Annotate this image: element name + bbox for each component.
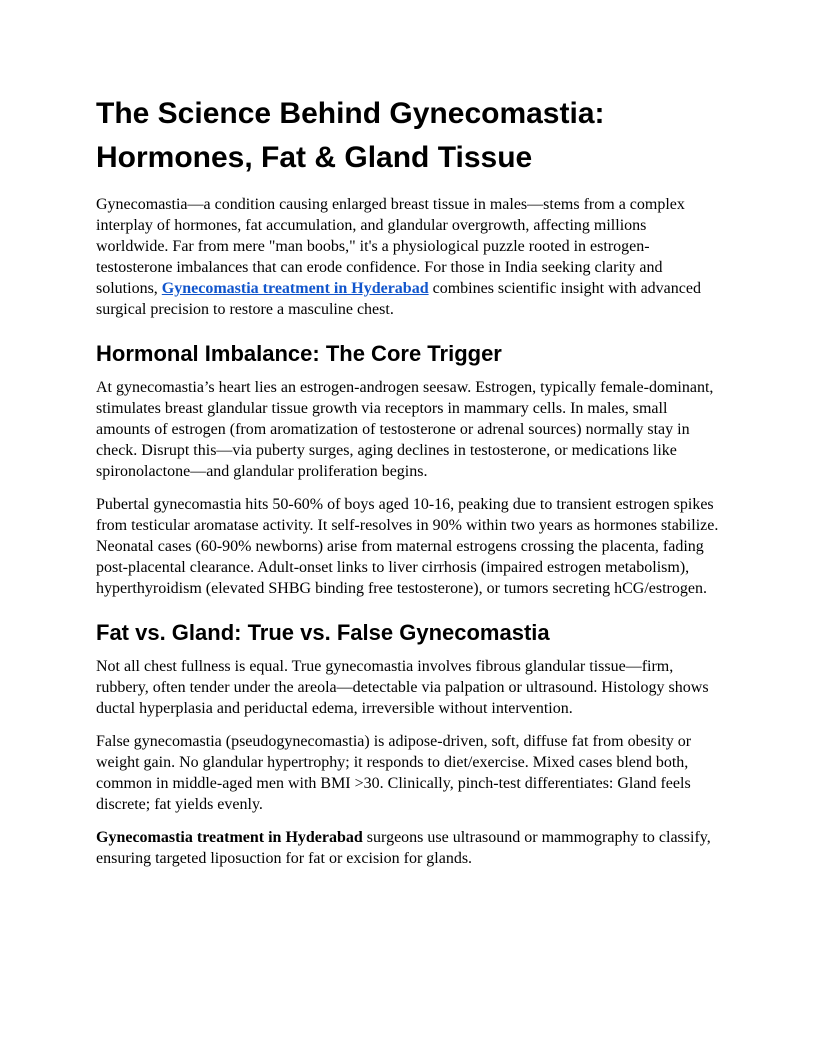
intro-text-before-link: Gynecomastia—a condition causing enlarged breast tissue in males—stems from a complex interplay of hormones, fat accumulation, and glandular overgrowth, affecting millions worldwide. Far from mere "man boobs," it's a physiological puzzle rooted in estrogen-testosterone imbalances that can erode confidence. For those in India seeking clarity and solutions, <box>96 196 685 297</box>
fat-gland-paragraph-2: False gynecomastia (pseudogynecomastia) is adipose-driven, soft, diffuse fat from obesity or weight gain. No glandular hypertrophy; it responds to diet/exercise. Mixed cases blend both, common in middle-aged men with BMI >30. Clinically, pinch-test differentiates: Gland feels discrete; fat yields evenly. <box>96 733 692 813</box>
gynecomastia-treatment-link[interactable]: Gynecomastia treatment in Hyderabad <box>161 280 429 297</box>
hormonal-paragraph-1: At gynecomastia’s heart lies an estrogen-androgen seesaw. Estrogen, typically female-dominant, stimulates breast glandular tissue growth via receptors in mammary cells. In males, small amounts of estrogen (from aromatization of testosterone or adrenal sources) normally stay in check. Disrupt this—via puberty surges, aging declines in testosterone, or medications like spironolactone—and glandular proliferation begins. <box>96 379 714 480</box>
title-line-2: Hormones, Fat & Gland Tissue <box>96 141 533 174</box>
document-title <box>96 92 720 180</box>
intro-text-after-link: combines scientific insight with advanced surgical precision to restore a masculine chest. <box>96 280 701 318</box>
closing-rest-text: surgeons use ultrasound or mammography to classify, ensuring targeted liposuction for fat or excision for glands. <box>96 829 711 867</box>
section-heading-fat-vs-gland: Fat vs. Gland: True vs. False Gynecomastia <box>96 620 550 645</box>
title-line-1: The Science Behind Gynecomastia: <box>96 97 605 130</box>
closing-bold-text: Gynecomastia treatment in Hyderabad <box>96 829 363 846</box>
intro-paragraph <box>96 194 720 320</box>
document-page <box>96 92 720 881</box>
section-heading-hormonal-imbalance: Hormonal Imbalance: The Core Trigger <box>96 341 502 366</box>
hormonal-paragraph-2: Pubertal gynecomastia hits 50-60% of boys aged 10-16, peaking due to transient estrogen spikes from testicular aromatase activity. It self-resolves in 90% within two years as hormones stabilize. Neonatal cases (60-90% newborns) arise from maternal estrogens crossing the placenta, fading post-placental clearance. Adult-onset links to liver cirrhosis (impaired estrogen metabolism), hyperthyroidism (elevated SHBG binding free testosterone), or tumors secreting hCG/estrogen. <box>96 496 719 597</box>
fat-gland-paragraph-1: Not all chest fullness is equal. True gynecomastia involves fibrous glandular tissue—firm, rubbery, often tender under the areola—detectable via palpation or ultrasound. Histology shows ductal hyperplasia and periductal edema, irreversible without intervention. <box>96 658 709 717</box>
fat-gland-closing-paragraph <box>96 827 720 869</box>
